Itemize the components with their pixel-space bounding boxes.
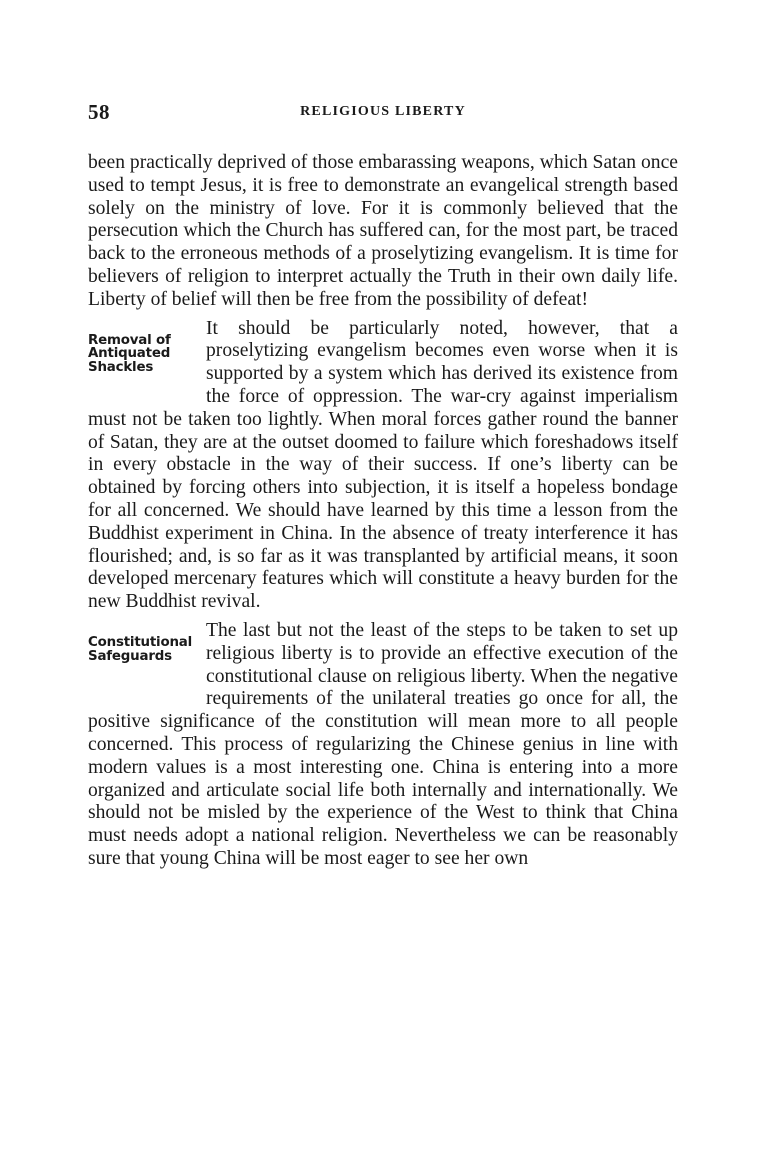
paragraph-opening: been practically deprived of those embarassing weapons, which Satan once used to tempt Jesus, it is free to demonstrate an evangelical strength based solely on the ministry of love. For it is commonly believed that the persecution which the Church has suffered can, for the most part, be traced back to the erroneous methods of a proselytizing evangelism. It is time for believers of religion to interpret actually the Truth in their own daily life. Liberty of belief will then be free from the possibility of defeat!: [88, 152, 678, 310]
section-constitutional-safeguards: [88, 620, 678, 871]
margin-note-line: Safeguards: [88, 648, 172, 664]
page-header: [88, 100, 678, 130]
section-removal-of-antiquated-shackles: [88, 318, 678, 614]
paragraph-constitutional: The last but not the least of the steps to be taken to set up religious liberty is to provide an effective execution of the constitutional clause on religious liberty. When the negative requirements of the unilateral treaties go once for all, the positive significance of the constitution will mean more to all people concerned. This process of regularizing the Chinese genius in line with modern values is a most interesting one. China is entering into a more organized and articulate social life both internally and internationally. We should not be misled by the experience of the West to think that China must needs adopt a national religion. Nevertheless we can be reasonably sure that young China will be most eager to see her own: [88, 619, 678, 869]
margin-note-line: Removal of: [88, 332, 171, 348]
paragraph-removal: It should be particularly noted, however, that a proselytizing evangelism becomes even worse when it is supported by a system which has derived its existence from the force of oppression. The war-cry against imperialism must not be taken too lightly. When moral forces gather round the banner of Satan, they are at the outset doomed to failure which foreshadows itself in every obstacle in the way of their success. If one’s liberty can be obtained by forcing others into subjection, it is itself a hopeless bondage for all concerned. We should have learned by this time a lesson from the Buddhist experiment in China. In the absence of treaty interference it has flourished; and, is so far as it was transplanted by artificial means, it soon developed mercenary features which will constitute a heavy burden for the new Buddhist revival.: [88, 317, 678, 613]
margin-note-removal: [88, 318, 206, 406]
margin-note-line: Antiquated: [88, 346, 171, 362]
page-number: 58: [88, 100, 110, 124]
running-head: RELIGIOUS LIBERTY: [300, 104, 466, 119]
margin-note-line: Constitutional: [88, 634, 193, 650]
body-text: [88, 152, 678, 871]
margin-note-line: Shackles: [88, 359, 154, 375]
margin-note-constitutional: [88, 620, 206, 708]
